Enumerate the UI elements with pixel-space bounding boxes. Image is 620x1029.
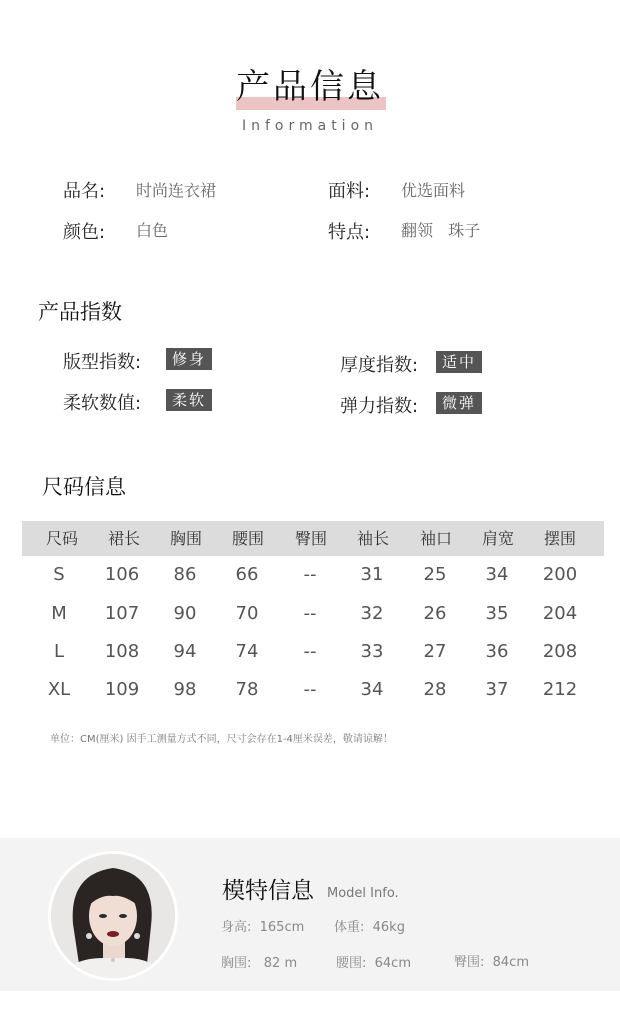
size-cell: -- bbox=[303, 564, 317, 585]
size-col-header: 袖口 bbox=[419, 529, 452, 548]
size-cell: -- bbox=[303, 641, 317, 662]
fabric-value: 优选面料 bbox=[401, 181, 466, 200]
size-col-header: 裙长 bbox=[107, 529, 140, 548]
elasticity-index-tag: 微弹 bbox=[436, 392, 482, 414]
size-cell: -- bbox=[303, 603, 317, 624]
page-subtitle: Information bbox=[241, 118, 379, 134]
size-col-header: 肩宽 bbox=[481, 529, 514, 548]
size-col-header: 胸围 bbox=[169, 529, 202, 548]
size-cell: XL bbox=[47, 679, 71, 700]
color-label: 颜色: bbox=[63, 222, 106, 243]
fabric-label: 面料: bbox=[328, 181, 371, 202]
size-cell: 28 bbox=[423, 679, 447, 700]
model-subtitle: Model Info. bbox=[327, 886, 399, 901]
size-cell: 78 bbox=[235, 679, 259, 700]
thickness-index-label: 厚度指数: bbox=[340, 355, 419, 376]
size-cell: 107 bbox=[104, 603, 140, 624]
size-cell: 33 bbox=[360, 641, 384, 662]
model-portrait-icon bbox=[51, 854, 175, 978]
size-cell: 34 bbox=[485, 564, 509, 585]
size-col-header: 袖长 bbox=[356, 529, 389, 548]
size-cell: 98 bbox=[173, 679, 197, 700]
size-cell: 106 bbox=[104, 564, 140, 585]
size-cell: 204 bbox=[542, 603, 578, 624]
size-cell: -- bbox=[303, 679, 317, 700]
size-cell: 25 bbox=[423, 564, 447, 585]
size-cell: 86 bbox=[173, 564, 197, 585]
size-cell: 70 bbox=[235, 603, 259, 624]
page-title-wrap bbox=[0, 62, 620, 112]
size-cell: 27 bbox=[423, 641, 447, 662]
model-weight: 体重: 46kg bbox=[334, 920, 405, 935]
softness-index-label: 柔软数值: bbox=[63, 393, 142, 414]
size-cell: 74 bbox=[235, 641, 259, 662]
model-bust: 胸围: 82 m bbox=[221, 956, 298, 971]
feature-value: 翻领 珠子 bbox=[401, 221, 481, 240]
model-title: 模特信息 bbox=[222, 878, 314, 904]
index-heading: 产品指数 bbox=[38, 300, 122, 324]
model-avatar bbox=[48, 851, 178, 981]
fit-index-label: 版型指数: bbox=[63, 352, 142, 373]
page-title: 产品信息 bbox=[236, 67, 384, 107]
size-heading: 尺码信息 bbox=[42, 475, 126, 499]
size-cell: 36 bbox=[485, 641, 509, 662]
size-cell: 34 bbox=[360, 679, 384, 700]
size-cell: 108 bbox=[104, 641, 140, 662]
model-hip: 臀围: 84cm bbox=[454, 955, 529, 970]
size-cell: 26 bbox=[423, 603, 447, 624]
size-cell: 208 bbox=[542, 641, 578, 662]
elasticity-index-label: 弹力指数: bbox=[340, 396, 419, 417]
softness-index-tag: 柔软 bbox=[166, 389, 212, 411]
thickness-index-tag: 适中 bbox=[436, 351, 482, 373]
size-cell: 35 bbox=[485, 603, 509, 624]
size-cell: 212 bbox=[542, 679, 578, 700]
size-cell: 32 bbox=[360, 603, 384, 624]
size-cell: 200 bbox=[542, 564, 578, 585]
feature-label: 特点: bbox=[328, 222, 371, 243]
model-height: 身高: 165cm bbox=[221, 920, 305, 935]
name-value: 时尚连衣裙 bbox=[136, 181, 217, 200]
size-col-header: 尺码 bbox=[45, 529, 78, 548]
fit-index-tag: 修身 bbox=[166, 348, 212, 370]
size-cell: 66 bbox=[235, 564, 259, 585]
size-col-header: 摆围 bbox=[543, 529, 576, 548]
size-note: 单位：CM(厘米) 因手工测量方式不同，尺寸会存在1-4厘米误差，敬请谅解！ bbox=[50, 734, 393, 745]
size-cell: 94 bbox=[173, 641, 197, 662]
size-cell: 31 bbox=[360, 564, 384, 585]
size-col-header: 臀围 bbox=[294, 529, 327, 548]
size-cell: 37 bbox=[485, 679, 509, 700]
color-value: 白色 bbox=[136, 221, 169, 240]
size-cell: L bbox=[53, 641, 65, 662]
size-cell: M bbox=[51, 603, 67, 624]
name-label: 品名: bbox=[63, 181, 106, 202]
size-cell: 109 bbox=[104, 679, 140, 700]
size-col-header: 腰围 bbox=[231, 529, 264, 548]
model-waist: 腰围: 64cm bbox=[336, 956, 411, 971]
size-cell: 90 bbox=[173, 603, 197, 624]
size-cell: S bbox=[53, 564, 65, 585]
